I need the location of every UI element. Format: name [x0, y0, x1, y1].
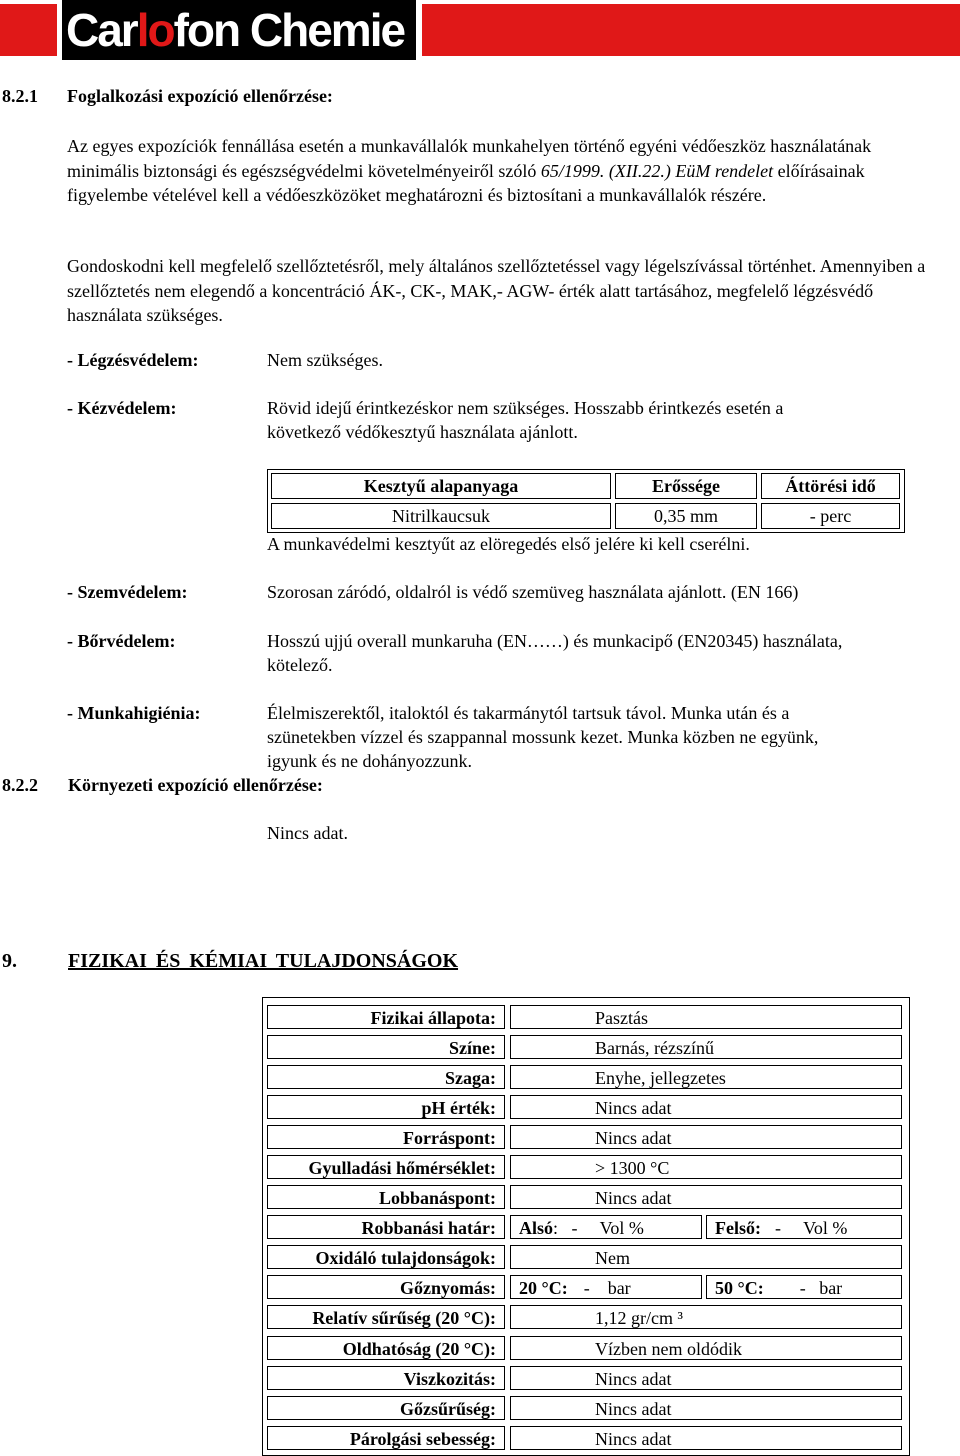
explosion-limit-upper-label: Felső:	[715, 1218, 761, 1238]
property-value: Vízben nem oldódik	[510, 1336, 902, 1360]
property-label: Oldhatóság (20 °C):	[267, 1336, 505, 1360]
environmental-value: Nincs adat.	[267, 823, 348, 843]
glove-table	[267, 469, 905, 533]
header-red-bar-right	[422, 4, 960, 56]
explosion-limit-upper-value: - Vol %	[774, 1218, 848, 1238]
paragraph-regulation-text-a: Az egyes expozíciók fennállása esetén a munkavállalók munkahelyen történő egyéni védőeszköz használatának minimális biztonsági és egészségvédelmi követelményeiről szóló	[67, 136, 872, 181]
logo-text-part3: fon Chemie	[173, 4, 405, 56]
property-label: Forráspont:	[267, 1125, 505, 1149]
logo-text-highlight: lo	[136, 4, 174, 56]
property-value: Nincs adat	[510, 1095, 902, 1119]
header-red-bar-left	[0, 4, 57, 56]
property-label: Fizikai állapota:	[267, 1005, 505, 1029]
glove-header-breakthrough: Áttörési idő	[761, 473, 900, 499]
property-value: Nincs adat	[510, 1426, 902, 1450]
paragraph-regulation	[67, 134, 947, 208]
property-label: Gőzsűrűség:	[267, 1396, 505, 1420]
paragraph-ventilation: Gondoskodni kell megfelelő szellőztetésről, mely általános szellőztetéssel vagy légelszívással történhet. Amennyiben a szellőztetés nem elegendő a koncentráció ÁK-, CK-, MAK,- AGW- érték alatt tartásához, megfelelő légzésvédő használata szükséges.	[67, 256, 926, 325]
hygiene-value-line3: igyunk és ne dohányozzunk.	[267, 751, 472, 771]
hygiene-value-line1: Élelmiszerektől, italoktól és takarmánytól tartsuk távol. Munka után és a	[267, 703, 790, 723]
property-label: Színe:	[267, 1035, 505, 1059]
property-label: Lobbanáspont:	[267, 1185, 505, 1209]
glove-note: A munkavédelmi kesztyűt az elöregedés első jelére ki kell cserélni.	[267, 534, 750, 554]
regulation-reference: 65/1999. (XII.22.) EüM rendelet	[540, 160, 774, 181]
respiratory-value: Nem szükséges.	[267, 350, 383, 370]
property-value: Barnás, rézszínű	[510, 1035, 902, 1059]
eye-protection-label: - Szemvédelem:	[67, 582, 188, 602]
property-label: Gyulladási hőmérséklet:	[267, 1155, 505, 1179]
property-value: Enyhe, jellegzetes	[510, 1065, 902, 1089]
page-header	[0, 0, 960, 62]
glove-cell-breakthrough: - perc	[761, 503, 900, 529]
property-value: > 1300 °C	[510, 1155, 902, 1179]
property-value: Nincs adat	[510, 1185, 902, 1209]
section-title-822: Környezeti expozíció ellenőrzése:	[68, 775, 323, 795]
property-value: 1,12 gr/cm ³	[510, 1305, 902, 1329]
glove-header-material: Kesztyű alapanyaga	[271, 473, 611, 499]
glove-cell-material: Nitrilkaucsuk	[271, 503, 611, 529]
property-value: Nincs adat	[510, 1396, 902, 1420]
paragraph-regulation-text-b: előírásainak figyelembe vételével kell a védőeszközöket meghatározni és biztosítani a munkavállalók részére.	[67, 160, 865, 205]
hand-protection-value-line1: Rövid idejű érintkezéskor nem szükséges. Hosszabb érintkezés esetén a	[267, 398, 784, 418]
vapor-pressure-20c	[510, 1275, 702, 1299]
vapor-pressure-50c-label: 50 °C:	[715, 1278, 764, 1298]
hand-protection-value-line2: következő védőkesztyű használata ajánlott.	[267, 422, 578, 442]
explosion-limit-lower-label: Alsó	[519, 1218, 554, 1238]
eye-protection-value: Szorosan záródó, oldalról is védő szemüveg használata ajánlott. (EN 166)	[267, 582, 799, 602]
section-number-821: 8.2.1	[2, 86, 38, 106]
glove-cell-thickness: 0,35 mm	[615, 503, 757, 529]
hygiene-value-line2: szünetekben vízzel és szappannal mossunk kezet. Munka közben ne együnk,	[267, 727, 819, 747]
section-number-822: 8.2.2	[2, 775, 38, 795]
explosion-limit-lower-value: : - Vol %	[553, 1218, 644, 1238]
logo-text	[66, 2, 404, 58]
property-value: Pasztás	[510, 1005, 902, 1029]
vapor-pressure-50c	[706, 1275, 902, 1299]
property-label: Robbanási határ:	[267, 1215, 505, 1239]
section-number-9: 9.	[2, 950, 17, 972]
vapor-pressure-20c-label: 20 °C:	[519, 1278, 568, 1298]
property-label: Párolgási sebesség:	[267, 1426, 505, 1450]
glove-header-thickness: Erőssége	[615, 473, 757, 499]
skin-protection-value-line2: kötelező.	[267, 655, 333, 675]
section-title-9: FIZIKAI ÉS KÉMIAI TULAJDONSÁGOK	[68, 950, 459, 972]
property-label: Viszkozitás:	[267, 1366, 505, 1390]
explosion-limit-upper	[706, 1215, 902, 1239]
physical-properties-table	[262, 997, 910, 1456]
property-value: Nem	[510, 1245, 902, 1269]
property-label: Gőznyomás:	[267, 1275, 505, 1299]
logo-text-part1: Car	[66, 4, 137, 56]
respiratory-label: - Légzésvédelem:	[67, 350, 199, 370]
property-value: Nincs adat	[510, 1125, 902, 1149]
explosion-limit-lower	[510, 1215, 702, 1239]
property-label: Relatív sűrűség (20 °C):	[267, 1305, 505, 1329]
section-title-821: Foglalkozási expozíció ellenőrzése:	[67, 86, 333, 106]
property-label: Oxidáló tulajdonságok:	[267, 1245, 505, 1269]
property-label: Szaga:	[267, 1065, 505, 1089]
property-value: Nincs adat	[510, 1366, 902, 1390]
vapor-pressure-50c-value: - bar	[799, 1278, 843, 1298]
company-logo	[62, 0, 416, 60]
vapor-pressure-20c-value: - bar	[583, 1278, 631, 1298]
hygiene-label: - Munkahigiénia:	[67, 703, 201, 723]
property-label: pH érték:	[267, 1095, 505, 1119]
skin-protection-value-line1: Hosszú ujjú overall munkaruha (EN……) és munkacipő (EN20345) használata,	[267, 631, 843, 651]
hand-protection-label: - Kézvédelem:	[67, 398, 177, 418]
skin-protection-label: - Bőrvédelem:	[67, 631, 176, 651]
